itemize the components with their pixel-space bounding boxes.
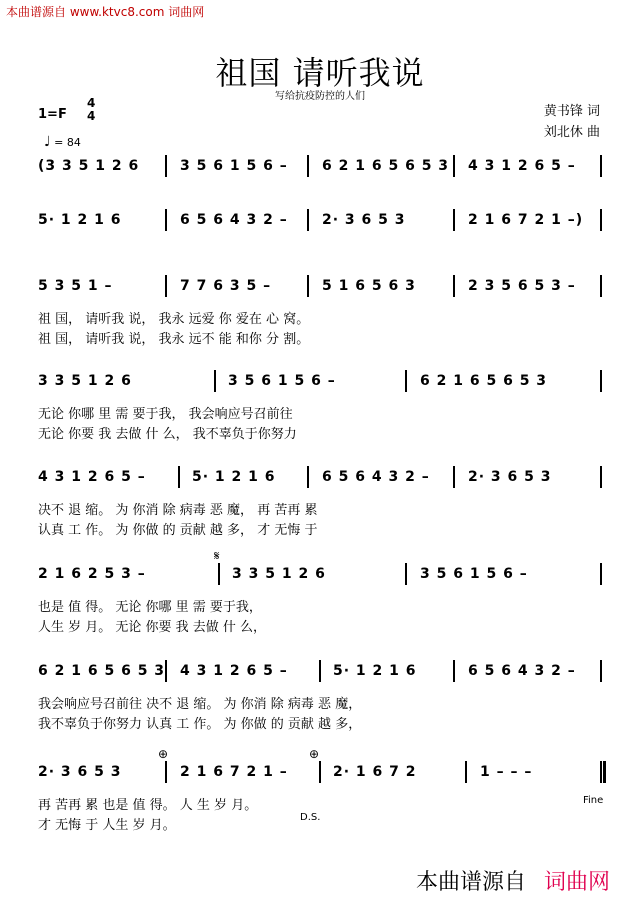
measure: 2 1 6 7 2 1 –) xyxy=(468,212,584,228)
measure: 4 3 1 2 6 5 – xyxy=(468,158,576,174)
bar-line xyxy=(165,660,167,682)
bar-line xyxy=(307,209,309,231)
lyric-line: 也是 值 得。 无论 你哪 里 需 要于我， xyxy=(38,600,262,615)
bar-line xyxy=(600,660,602,682)
bar-line xyxy=(453,155,455,177)
bar-line xyxy=(600,155,602,177)
bar-line xyxy=(214,370,216,392)
measure: (3 3 5 1 2 6 xyxy=(38,158,140,174)
bar-line xyxy=(453,275,455,297)
bar-line xyxy=(600,761,602,783)
fine-marking: Fine xyxy=(583,795,604,806)
measure: 3 5 6 1 5 6 – xyxy=(420,566,528,582)
final-bar-line xyxy=(603,761,606,783)
lyric-line: 人生 岁 月。 无论 你要 我 去做 什 么， xyxy=(38,620,267,635)
time-signature-bottom: 4 xyxy=(87,109,96,123)
lyric-line: 我会响应号召前往 决不 退 缩。 为 你消 除 病毒 恶 魔， xyxy=(38,697,362,712)
measure: 5 3 5 1 – xyxy=(38,278,113,294)
measure: 5 1 6 5 6 3 xyxy=(322,278,416,294)
lyricist-credit: 黄书锋 词 xyxy=(543,104,600,119)
measure: 2 3 5 6 5 3 – xyxy=(468,278,576,294)
measure: 3 5 6 1 5 6 – xyxy=(180,158,288,174)
composer-credit: 刘北休 曲 xyxy=(543,125,600,140)
bar-line xyxy=(600,275,602,297)
bar-line xyxy=(453,209,455,231)
bar-line xyxy=(453,466,455,488)
measure: 2· 1 6 7 2 xyxy=(333,764,417,780)
bar-line xyxy=(600,563,602,585)
lyric-line: 祖 国， 请听我 说， 我永 远不 能 和你 分 割。 xyxy=(38,332,310,347)
watermark-right: 词曲网 xyxy=(543,870,610,895)
measure: 3 3 5 1 2 6 xyxy=(232,566,326,582)
lyric-line: 才 无悔 于 人生 岁 月。 xyxy=(38,818,176,833)
lyric-line: 我不辜负于你努力 认真 工 作。 为 你做 的 贡献 越 多， xyxy=(38,717,362,732)
measure: 6 2 1 6 5 6 5 3 xyxy=(322,158,450,174)
measure: 3 3 5 1 2 6 xyxy=(38,373,132,389)
bar-line xyxy=(165,155,167,177)
watermark-left: 本曲谱源自 xyxy=(415,870,526,895)
lyric-line: 决不 退 缩。 为 你消 除 病毒 恶 魔， 再 苦再 累 xyxy=(38,503,318,518)
bar-line xyxy=(165,209,167,231)
bar-line xyxy=(178,466,180,488)
site-header: 本曲谱源自 www.ktvc8.com 词曲网 xyxy=(6,5,205,19)
bar-line xyxy=(405,563,407,585)
measure: 6 5 6 4 3 2 – xyxy=(322,469,430,485)
coda-icon: ⊕ xyxy=(158,747,169,761)
measure: 3 5 6 1 5 6 – xyxy=(228,373,336,389)
song-subtitle: 写给抗疫防控的人们 xyxy=(275,91,365,102)
measure: 6 2 1 6 5 6 5 3 xyxy=(420,373,548,389)
bar-line xyxy=(600,370,602,392)
lyric-line: 无论 你要 我 去做 什 么， 我不辜负于你努力 xyxy=(38,427,297,442)
bar-line xyxy=(600,466,602,488)
lyric-line: 无论 你哪 里 需 要于我， 我会响应号召前往 xyxy=(38,407,293,422)
bar-line xyxy=(319,660,321,682)
song-title: 祖国 请听我说 xyxy=(215,54,425,92)
measure: 6 5 6 4 3 2 – xyxy=(180,212,288,228)
measure: 6 2 1 6 5 6 5 3 xyxy=(38,663,166,679)
measure: 2· 3 6 5 3 xyxy=(38,764,122,780)
bar-line xyxy=(465,761,467,783)
measure: 5· 1 2 1 6 xyxy=(333,663,417,679)
measure: 4 3 1 2 6 5 – xyxy=(38,469,146,485)
measure: 2· 3 6 5 3 xyxy=(468,469,552,485)
measure: 7 7 6 3 5 – xyxy=(180,278,272,294)
measure: 2 1 6 7 2 1 – xyxy=(180,764,288,780)
measure: 5· 1 2 1 6 xyxy=(192,469,276,485)
lyric-line: 再 苦再 累 也是 值 得。 人 生 岁 月。 xyxy=(38,798,258,813)
bar-line xyxy=(218,563,220,585)
bar-line xyxy=(307,466,309,488)
ds-marking: D.S. xyxy=(300,812,321,823)
time-signature xyxy=(87,97,95,123)
measure: 2· 3 6 5 3 xyxy=(322,212,406,228)
tempo-value: = 84 xyxy=(54,136,81,149)
bar-line xyxy=(405,370,407,392)
key-signature: 1=F xyxy=(38,107,67,122)
bar-line xyxy=(453,660,455,682)
bar-line xyxy=(600,209,602,231)
coda-icon: ⊕ xyxy=(309,747,320,761)
measure: 5· 1 2 1 6 xyxy=(38,212,122,228)
tempo-marking xyxy=(44,134,81,150)
bar-line xyxy=(165,275,167,297)
measure: 4 3 1 2 6 5 – xyxy=(180,663,288,679)
segno-icon: 𝄋 xyxy=(214,549,220,564)
bar-line xyxy=(165,761,167,783)
lyric-line: 祖 国， 请听我 说， 我永 远爱 你 爱在 心 窝。 xyxy=(38,312,310,327)
measure: 1 – – – xyxy=(480,764,533,780)
watermark xyxy=(416,865,610,896)
bar-line xyxy=(307,155,309,177)
measure: 6 5 6 4 3 2 – xyxy=(468,663,576,679)
time-signature-top: 4 xyxy=(87,96,96,110)
bar-line xyxy=(307,275,309,297)
quarter-note-icon: ♩ xyxy=(44,134,51,150)
lyric-line: 认真 工 作。 为 你做 的 贡献 越 多， 才 无悔 于 xyxy=(38,523,318,538)
measure: 2 1 6 2 5 3 – xyxy=(38,566,146,582)
bar-line xyxy=(319,761,321,783)
